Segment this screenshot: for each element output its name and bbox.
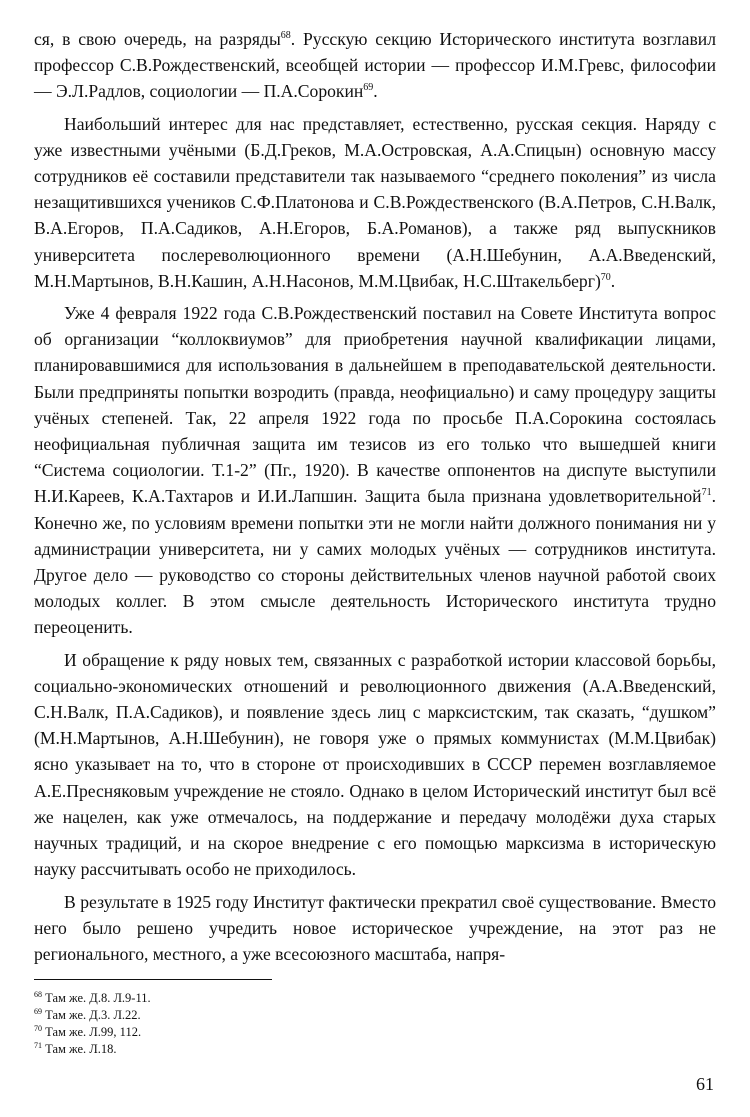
footnote-text: Там же. Д.3. Л.22. (45, 1008, 141, 1023)
footnote (34, 990, 716, 1007)
paragraph-text: . (373, 81, 378, 102)
footnote (34, 1041, 716, 1058)
paragraph-text: И обращение к ряду новых тем, связанных с разработкой истории классовой борьбы, социально-экономических отношений и революционного движения (А.А.Введенский, С.Н.Валк, П.А.Садиков), и появление здесь лиц с марксистским, так сказать, “душком” (М.Н.Мартынов, А.Н.Шебунин), не говоря уже о прямых коммунистах (М.М.Цвибак) ясно указывает на то, что в стороне от происходивших в СССР перемен возглавляемое А.Е.Пресняковым учреждение не стояло. Однако в целом Исторический институт был всё же нацелен, как уже отмечалось, на поддержание и передачу молодёжи духа старых научных традиций, и на скорое внедрение с его помощью марксизма в историческую науку рассчитывать особо не приходилось. (34, 649, 716, 880)
footnote-mark: 71 (34, 1040, 42, 1050)
footnote-mark: 70 (34, 1023, 42, 1033)
paragraph-text: . Конечно же, по условиям времени попытки эти не могли найти должного понимания ни у администрации университета, ни у самих молодых учёных — сотрудников института. Другое дело — руководство со стороны действительных членов научной работой своих молодых коллег. В этом смысле деятельность Исторического института трудно переоценить. (34, 486, 716, 638)
footnote-reference: 71 (701, 487, 712, 499)
paragraph-text: Уже 4 февраля 1922 года С.В.Рождественский поставил на Совете Института вопрос об организации “коллоквиумов” для приобретения научной квалификации лицами, планировавшимися для использования в дальнейшем в преподавательской деятельности. Были предприняты попытки возродить (правда, неофициально) и саму процедуру защиты учёных степеней. Так, 22 апреля 1922 года по просьбе П.А.Сорокина состоялась неофициальная публичная защита им тезисов из его только что вышедшей книги “Система социологии. Т.1-2” (Пг., 1920). В качестве оппонентов на диспуте выступили Н.И.Кареев, К.А.Тахтаров и И.И.Лапшин. Защита была признана удовлетворительной (34, 303, 716, 507)
footnote-mark: 68 (34, 989, 42, 999)
paragraph-text: Наибольший интерес для нас представляет, естественно, русская секция. Наряду с уже известными учёными (Б.Д.Греков, М.А.Островская, А.А.Спицын) основную массу сотрудников её составили представители так называемого “среднего поколения” из числа незащитившихся учеников С.Ф.Платонова и С.В.Рождественского (В.А.Петров, С.Н.Валк, В.А.Егоров, П.А.Садиков, А.Н.Егоров, Б.А.Романов), а также ряд выпускников университета послереволюционного времени (А.Н.Шебунин, А.А.Введенский, М.Н.Мартынов, В.Н.Кашин, А.Н.Насонов, М.М.Цвибак, Н.С.Штакельберг) (34, 113, 716, 291)
paragraph (34, 111, 716, 294)
footnote (34, 1007, 716, 1024)
footnote-text: Там же. Л.18. (45, 1042, 117, 1057)
page-body (34, 26, 716, 1058)
footnote-reference: 68 (280, 30, 291, 42)
footnote-reference: 70 (600, 271, 611, 283)
paragraph-text: . (610, 270, 616, 291)
footnote-text: Там же. Л.99, 112. (45, 1025, 142, 1040)
footnote (34, 1024, 716, 1041)
paragraph-text: ся, в свою очередь, на разряды (34, 29, 281, 49)
footnote-divider (34, 979, 272, 980)
paragraph (34, 889, 716, 968)
footnote-text: Там же. Д.8. Л.9-11. (45, 991, 151, 1006)
main-text (34, 26, 716, 967)
paragraph (34, 300, 716, 641)
footnote-reference: 69 (363, 82, 374, 94)
footnotes (34, 990, 716, 1058)
paragraph-text: В результате в 1925 году Институт фактически прекратил своё существование. Вместо него было решено учредить новое историческое учреждение, на этот раз не регионального, местного, а уже всесоюзного масштаба, напря- (34, 891, 716, 964)
paragraph (34, 647, 716, 883)
paragraph-text: . Русскую секцию Исторического института возглавил профессор С.В.Рождественский, всеобщей истории — профессор И.М.Гревс, философии — Э.Л.Радлов, социологии — П.А.Сорокин (34, 29, 716, 102)
paragraph (34, 26, 716, 105)
page-number: 61 (696, 1074, 714, 1094)
footnote-mark: 69 (34, 1006, 42, 1016)
